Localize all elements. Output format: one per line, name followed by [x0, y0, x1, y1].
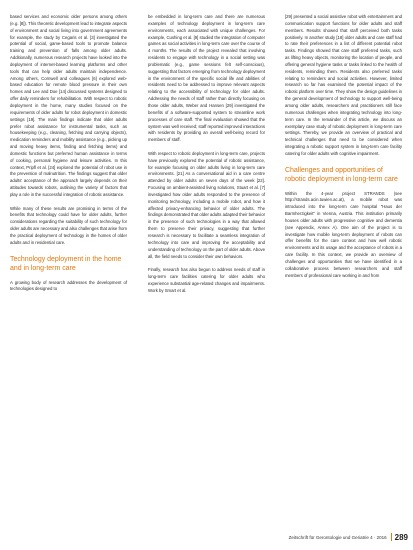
- body-text: [29] presented a social assistive robot with entertainment and communication support functions for older adults and staff members. Results showed that staff perceived both tasks positively. In another study [18] older adults and care staff had to rate their preferences in a list of different potential robot tasks. Findings showed that care staff preferred tasks, such as lifting heavy objects, monitoring the location of people, and offering general hygiene tasks or tasks linked to the health of residents, reminding them. Residents also preferred tasks relating to reminders and social activities. However, limited research so far has examined the potential impact of the robotic platform over time. They show the design guidelines in the general development of technology to support well-being among older adults, researchers and practitioners still face numerous challenges when integrating technology into long-term care. In the remainder of this article, we discuss an exemplary case study of robotic deployment in long-term care settings. Thereby, we provide an overview of practical and technical challenges that need to be considered when integrating a robotic support system in long-term care facility catering for older adults with cognitive impairment.: [285, 14, 402, 156]
- page-footer: [282, 532, 408, 542]
- section-heading: Technology deployment in the home and in long-term care: [10, 255, 122, 273]
- body-text: based services and economic older persons among others (e.g. [8]). This theoretic development lead to integrate aspects of environment and social living into government agreements for example, the study by Cegaris et al. [3] investigated the potential of social, game-based tools to promote balance training and prevention of falls among older adults. Additionally, numerous research projects have looked into the deployment of internet-based learning platforms and other tools that can help older adults maintain independence. Among others, Cornwell and colleagues [6] explored web-based education for remote blood pressure in their own homes and Lee and Doe [14] discussed systems designed to offer daily reminders for rehabilitation. With respect to robotic deployment in the home, many studies focused on the requirements of older adults for robot deployment in domestic settings [19]. The main findings indicate that older adults prefer robot assistance for instrumental tasks, such as housekeeping (e.g., cleaning, fetching and carrying objects), medication reminders and mobility assistance (e.g., picking up and moving heavy items, finding and fetching items) and domestic functions but preferred human assistance in terms of cooking, personal hygiene and leisure activities. In this context, Pripfl et al. [24] explored the potential of robot use in the prevention of malnutrition. The findings suggest that older adults' acceptance of the approach largely depends on their attitudes towards robots, outlining the variety of factors that play a role in the successful integration of robotic assistance. While many of these results are promising in terms of the benefits that technology could have for older adults, further considerations regarding the suitability of such technology for older adults are necessary and also challenges that arise from the practical deployment of technology in the homes of older adults and in residential care.: [10, 14, 127, 245]
- section-heading: Challenges and opportunities of robotic deployment in long-term care: [285, 166, 398, 184]
- text-column-right: [285, 14, 402, 280]
- text-column-middle: [148, 14, 265, 295]
- body-text: A growing body of research addresses the development of technologies designed to: [10, 279, 127, 292]
- body-text: Within the 4-year project STRANDS (see http://strands.acin.tuwien.ac.at), a mobile robot was introduced into the long-term care hospital "Haus der Barmherzigkeit" in Vienna, Austria. This institution primarily houses older adults with progressive cognitive and dementia (see Appendix, Annex A). One aim of the project is to investigate how mobile long-term deployment of robots can offer benefits for the care context and how well robotic environments and its usage and the acceptance of robots in a care facility. In this context, we provide an overview of challenges and opportunities that we have identified in a collaborative process between researchers and staff members of professional care working in and from: [285, 190, 402, 278]
- page-number: 289: [394, 532, 408, 542]
- body-text: be embedded in long-term care and there are numerous examples of technology deployment in long-term care environments, each associated with unique challenges. For example, Cushing et al. [9] studied the integration of computer games as social activities in long-term care over the course of 4 months. The results of the project revealed that involving residents to engage with technology in a social setting was problematic (e.g., game sessions felt self-conscious), suggesting that factors emerging from technology deployment in the environment of the specific social life and abilities of residents need to be addressed to improve relevant aspects relating to the accessibility of technology for older adults. Addressing the needs of staff rather than directly focusing on those older adults, Weber and Hansen [29] investigated the benefits of a software-supported system to streamline work processes of care staff. The final evaluation showed that the system was well received; staff reported improved interactions with residents by providing an overall well-being record for members of staff. With respect to robotic deployment in long-term care, projects have previously explored the potential of robotic assistance, for example focusing on older adults living in long-term care environments. [21] As a conversational aid in a care centre attended by older adults on seven days of the week [22]. Focusing on ambient-assisted living solutions, Stuart et al. [7] investigated how older adults responded to the presence of monitoring technology, including a mobile robot, and how it affected privacy-enhancing behavior of older adults. The findings demonstrated that older adults adapted their behavior in the presence of such technologies in a way that allowed them to preserve their privacy, suggesting that further research is necessary to facilitate a seamless integration of technology into care and improving the acceptability and understanding of technology on the part of older adults. Above all, the field needs to consider their own behaviors. Finally, research has also begun to address needs of staff in long-term care facilities catering for older adults who experience substantial age-related changes and impairments. Work by Smart et al.: [148, 14, 266, 293]
- footer-divider: [391, 533, 392, 541]
- text-column-left: [10, 14, 127, 293]
- journal-citation: Zeitschrift für Gerontologie und Geriatrie 4 · 2016: [288, 534, 387, 540]
